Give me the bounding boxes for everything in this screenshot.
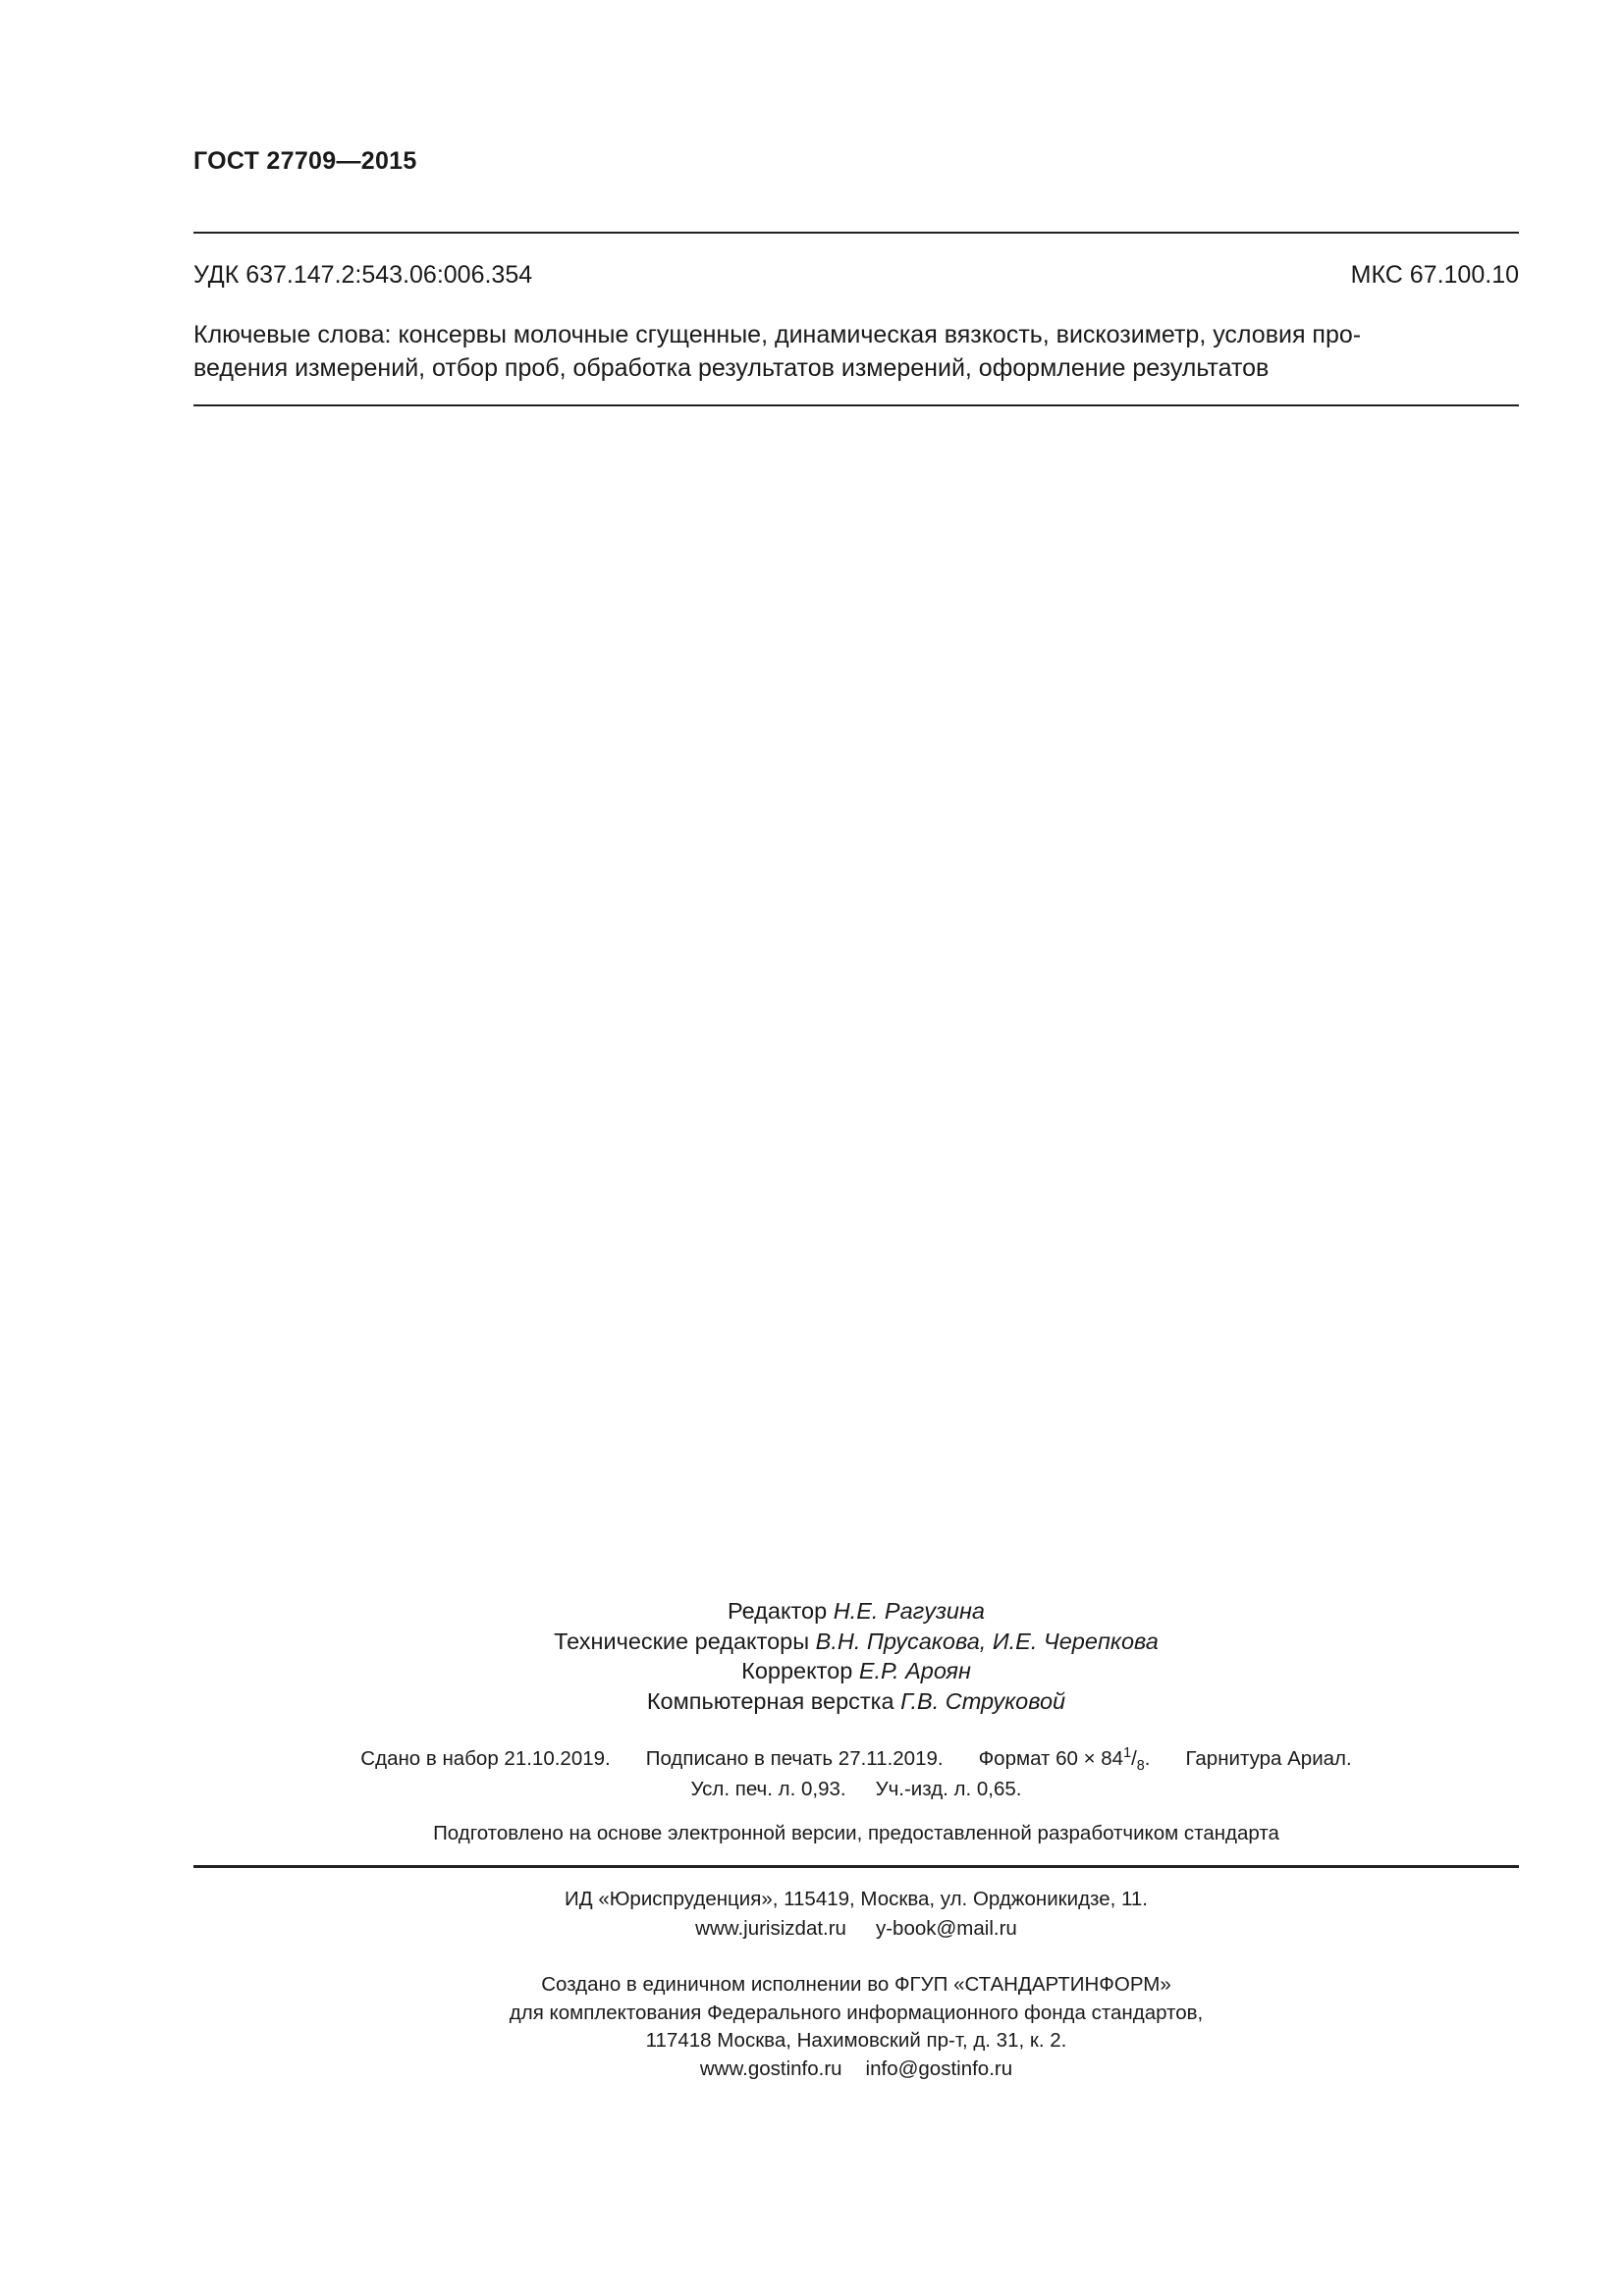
credit-editor-name: Н.Е. Рагузина [833,1598,985,1624]
credit-proofreader-name: Е.Р. Ароян [858,1658,971,1683]
imprint-format-sub: 8 [1136,1758,1145,1775]
creator-block [193,1971,1519,2083]
imprint-format-suffix: . [1144,1747,1151,1770]
publisher-website-link[interactable]: www.jurisizdat.ru [695,1917,846,1940]
creator-email-link[interactable]: info@gostinfo.ru [865,2056,1013,2080]
imprint-format-prefix: Формат 60 × 84 [978,1747,1124,1770]
publisher-email-link[interactable]: y-book@mail.ru [875,1917,1017,1940]
imprint-print-sheets: Усл. печ. л. 0,93. [690,1778,846,1800]
credit-layout-name: Г.В. Струковой [900,1687,1066,1714]
keywords-paragraph [193,318,1519,385]
top-divider [193,232,1519,234]
document-code: ГОСТ 27709—2015 [193,147,417,175]
publisher-address: ИД «Юриспруденция», 115419, Москва, ул. Орджоникидзе, 11. [565,1888,1148,1910]
creator-line-2: для комплектования Федерального информационного фонда стандартов, [509,2001,1204,2024]
keywords-line-1: Ключевые слова: консервы молочные сгущенные, динамическая вязкость, вискозиметр, условия про- [193,321,1362,348]
credit-editor-label: Редактор [727,1598,828,1624]
publisher-block [193,1885,1519,1944]
keywords-line-2: ведения измерений, отбор проб, обработка результатов измерений, оформление результатов [193,354,1270,382]
imprint-divider [193,1865,1519,1868]
publisher-contacts [193,1914,1519,1944]
credit-tech-editors-label: Технические редакторы [554,1628,810,1654]
imprint-sent-to-set: Сдано в набор 21.10.2019. [360,1747,611,1770]
credit-tech-editors [193,1627,1519,1657]
credit-layout [193,1686,1519,1717]
creator-line-3: 117418 Москва, Нахимовский пр-т, д. 31, к. 2. [645,2029,1067,2052]
imprint-signed-to-print: Подписано в печать 27.11.2019. [645,1747,944,1770]
creator-contacts [193,2056,1519,2084]
imprint-line-1 [193,1745,1519,1775]
udk-code: УДК 637.147.2:543.06:006.354 [193,261,533,289]
prepared-note: Подготовлено на основе электронной версии, предоставленной разработчиком стандарта [433,1822,1279,1844]
imprint-format-slash: / [1131,1747,1137,1770]
credit-layout-label: Компьютерная верстка [646,1687,894,1714]
credit-proofreader-label: Корректор [741,1658,853,1683]
credits-block [193,1596,1519,1716]
imprint-format-sup: 1 [1123,1745,1132,1762]
credit-proofreader [193,1656,1519,1686]
imprint-typeface: Гарнитура Ариал. [1185,1747,1352,1770]
creator-line-1: Создано в единичном исполнении во ФГУП «СТАНДАРТИНФОРМ» [541,1973,1171,1996]
imprint-line-2 [193,1778,1519,1801]
mks-code: МКС 67.100.10 [1350,261,1519,289]
creator-website-link[interactable]: www.gostinfo.ru [699,2056,842,2080]
imprint-pub-sheets: Уч.-изд. л. 0,65. [875,1778,1022,1800]
credit-editor [193,1596,1519,1627]
keywords-divider [193,404,1519,406]
imprint-format [978,1745,1151,1775]
credit-tech-editors-names: В.Н. Прусакова, И.Е. Черепкова [815,1628,1159,1654]
